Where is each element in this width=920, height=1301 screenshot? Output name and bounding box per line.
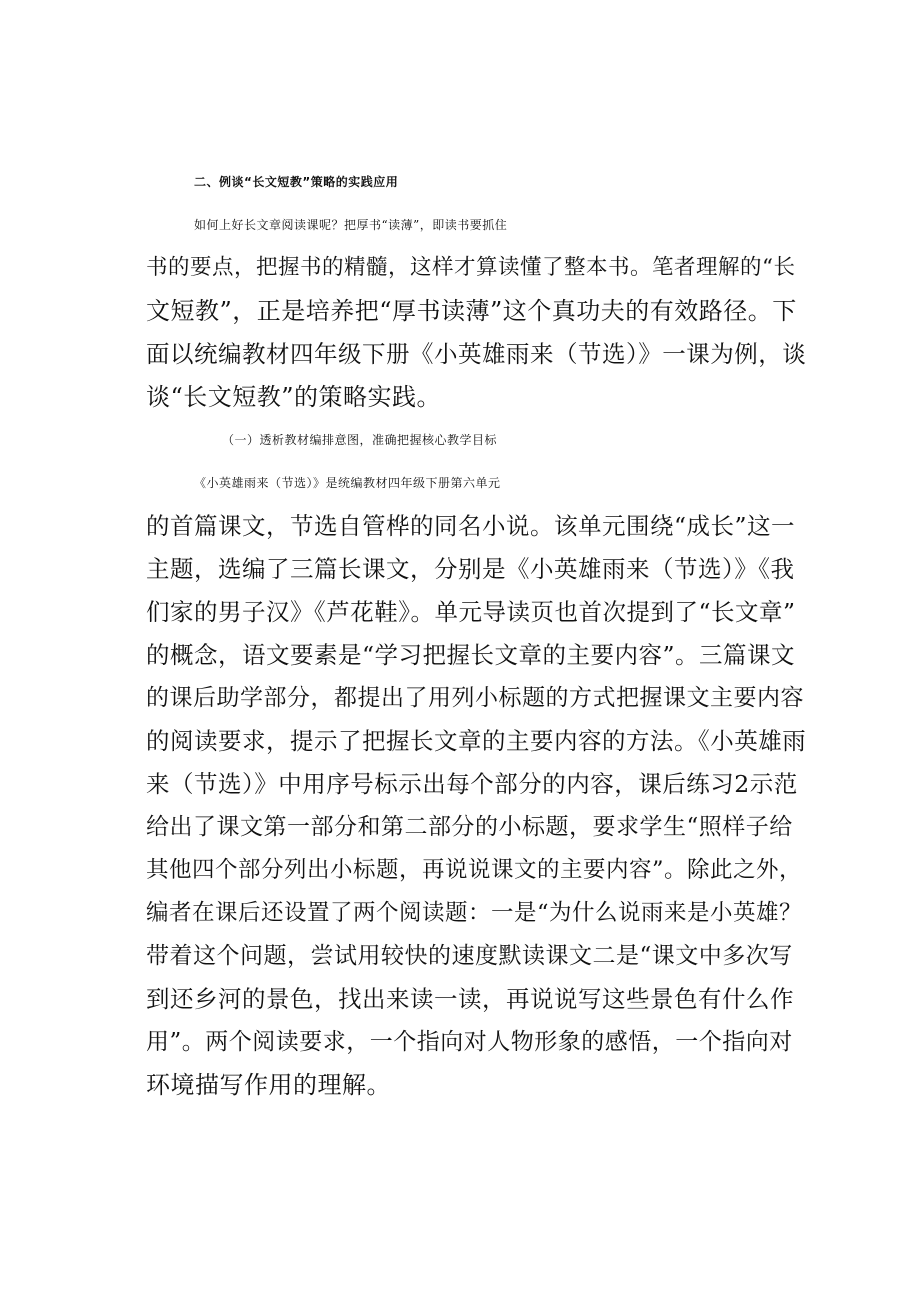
- paragraph-1-line-1: 如何上好长文章阅读课呢？把厚书“读薄”，即读书要抓住: [194, 218, 508, 232]
- paragraph-2-line-14: 用”。两个阅读要求，一个指向对人物形象的感悟，一个指向对: [146, 1029, 793, 1055]
- paragraph-2-line-11: 编者在课后还设置了两个阅读题：一是“为什么说雨来是小英雄？: [146, 900, 803, 926]
- paragraph-1-line-2: 书的要点，把握书的精髓，这样才算读懂了整本书。笔者理解的“长: [146, 255, 796, 280]
- paragraph-2-line-10: 其他四个部分列出小标题，再说说课文的主要内容”。除此之外，: [146, 857, 803, 883]
- paragraph-1-line-4: 面以统编教材四年级下册《小英雄雨来（节选）》一课为例，谈: [146, 340, 807, 368]
- paragraph-2-line-2: 的首篇课文，节选自管桦的同名小说。该单元围绕“成长”这一: [146, 512, 796, 540]
- paragraph-2-line-4: 们家的男子汉》《芦花鞋》。单元导读页也首次提到了“长文章”: [146, 598, 796, 626]
- paragraph-2-line-13: 到还乡河的景色，找出来读一读，再说说写这些景色有什么作: [146, 985, 794, 1013]
- paragraph-2-line-3: 主题，选编了三篇长课文，分别是《小英雄雨来（节选）》《我: [146, 555, 795, 583]
- paragraph-2-line-9: 给出了课文第一部分和第二部分的小标题，要求学生“照样子给: [146, 814, 793, 840]
- paragraph-2-line-1: 《小英雄雨来（节选）》是统编教材四年级下册第六单元: [194, 476, 501, 490]
- paragraph-1-line-5: 谈“长文短教”的策略实践。: [146, 383, 442, 411]
- paragraph-1-line-3: 文短教”，正是培养把“厚书读薄”这个真功夫的有效路径。下: [146, 297, 797, 325]
- subsection-heading: （一）透析教材编排意图，准确把握核心教学目标: [222, 433, 498, 447]
- paragraph-2-line-5: 的概念，语文要素是“学习把握长文章的主要内容”。三篇课文: [146, 641, 796, 669]
- paragraph-2-line-6: 的课后助学部分，都提出了用列小标题的方式把握课文主要内容: [146, 685, 804, 711]
- paragraph-2-line-7: 的阅读要求，提示了把握长文章的主要内容的方法。《小英雄雨: [146, 727, 807, 755]
- paragraph-2-line-8: 来（节选）》中用序号标示出每个部分的内容，课后练习2示范: [146, 770, 798, 798]
- section-heading: 二、例谈“长文短教”策略的实践应用: [194, 175, 399, 189]
- paragraph-2-line-15: 环境描写作用的理解。: [146, 1071, 391, 1099]
- paragraph-2-line-12: 带着这个问题，尝试用较快的速度默读课文二是“课文中多次写: [146, 943, 793, 969]
